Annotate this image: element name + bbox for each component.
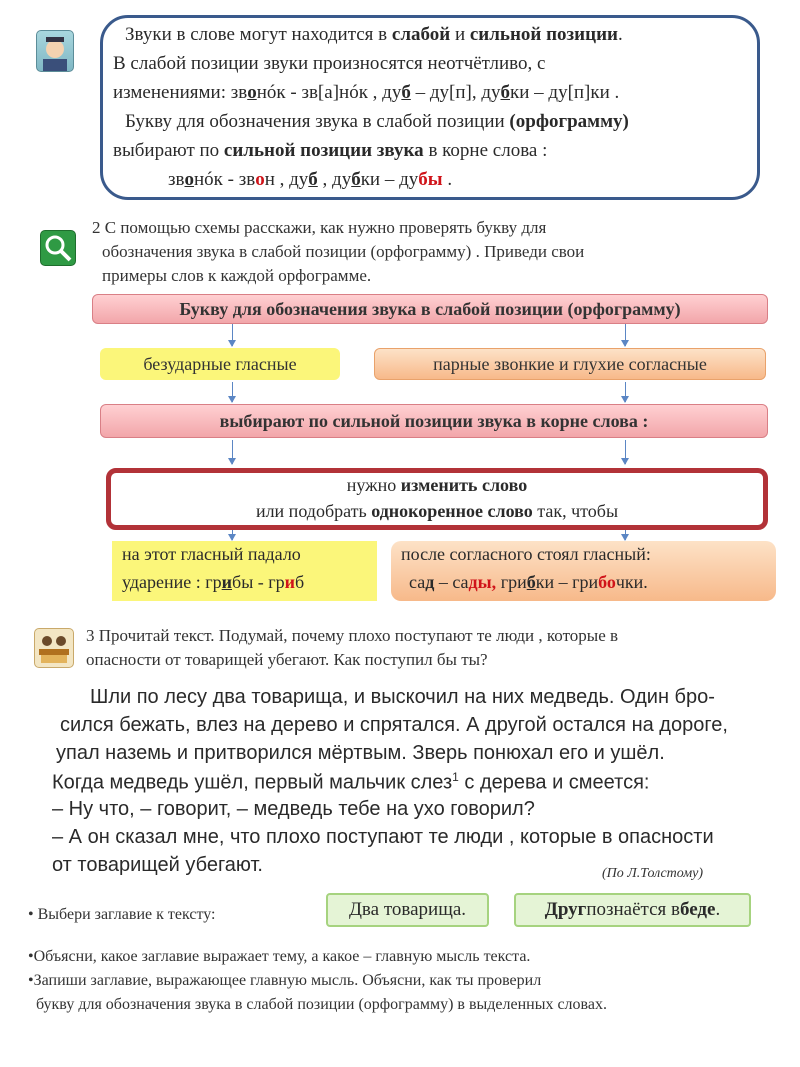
- consonant-check-line-2: сад – сады, грибки – грибочки.: [409, 572, 648, 592]
- bullet-explain-title: •Объясни, какое заглавие выражает тему, а какое – главную мысль текста.: [28, 948, 531, 965]
- task3-line-2: опасности от товарищей убегают. Как поступил бы ты?: [86, 650, 488, 669]
- arrow: [232, 382, 233, 402]
- story-line-3: упал наземь и притворился мёртвым. Зверь понюхал его и ушёл.: [56, 742, 665, 764]
- rule-line-2: В слабой позиции звуки произносятся неотчётливо, с: [113, 53, 546, 74]
- rule-box: [100, 15, 760, 200]
- title-option-two-friends[interactable]: Два товарища.: [326, 893, 489, 927]
- task2-line-1: 2 С помощью схемы расскажи, как нужно проверять букву для: [92, 218, 547, 237]
- story-line-5: – Ну что, – говорит, – медведь тебе на ухо говорил?: [52, 798, 535, 820]
- paired-consonants-label: парные звонкие и глухие согласные: [374, 348, 766, 380]
- arrow: [232, 530, 233, 540]
- rule-line-6: звонóк - звон , дуб , дубки – дубы .: [168, 169, 453, 190]
- change-word-box: [106, 468, 768, 530]
- teacher-icon: [36, 30, 74, 72]
- story-line-1: Шли по лесу два товарища, и выскочил на них медведь. Один бро-: [90, 686, 715, 708]
- arrow: [625, 530, 626, 540]
- choose-title-prompt: • Выбери заглавие к тексту:: [28, 906, 216, 923]
- story-line-6: – А он сказал мне, что плохо поступают те люди , которые в опасности: [52, 826, 714, 848]
- rule-line-5: выбирают по сильной позиции звука в корне слова :: [113, 140, 548, 161]
- story-line-4: Когда медведь ушёл, первый мальчик слез$^1$ с дерева и смеется:: [52, 770, 650, 794]
- arrow: [232, 324, 233, 346]
- arrow: [625, 324, 626, 346]
- title-option-friend-in-need[interactable]: Друг познаётся в беде .: [514, 893, 751, 927]
- magnifier-icon: [40, 230, 76, 266]
- rule-line-4: Букву для обозначения звука в слабой позиции (орфограмму): [125, 111, 629, 132]
- vowel-check-line-1: на этот гласный падало: [122, 544, 301, 564]
- pupils-icon: [34, 628, 74, 668]
- task2-line-3: примеры слов к каждой орфограмме.: [102, 266, 372, 285]
- vowel-check-line-2: ударение : грибы - гриб: [122, 572, 305, 592]
- consonant-check-box: [391, 541, 776, 601]
- unstressed-vowels-label: безударные гласные: [100, 348, 340, 380]
- task3-line-1: 3 Прочитай текст. Подумай, почему плохо поступают те люди , которые в: [86, 626, 619, 645]
- arrow: [232, 440, 233, 464]
- story-line-7: от товарищей убегают.: [52, 854, 263, 876]
- rule-line-3: изменениями: звонóк - зв[а]нóк , дуб – ду[п], дубки – ду[п]ки .: [113, 82, 620, 103]
- consonant-check-line-1: после согласного стоял гласный:: [401, 544, 651, 564]
- bullet-write-title-cont: букву для обозначения звука в слабой позиции (орфограмму) в выделенных словах.: [36, 996, 607, 1013]
- vowel-check-box: [112, 541, 377, 601]
- task2-line-2: обозначения звука в слабой позиции (орфограмму) . Приведи свои: [102, 242, 585, 261]
- scheme-top-bar: Букву для обозначения звука в слабой позиции (орфограмму): [92, 294, 768, 324]
- bullet-write-title: •Запиши заглавие, выражающее главную мысль. Объясни, как ты проверил: [28, 972, 542, 989]
- change-line-1: нужно изменить слово: [346, 475, 528, 495]
- story-source: (По Л.Толстому): [602, 866, 704, 881]
- arrow: [625, 382, 626, 402]
- rule-line-1: Звуки в слове могут находится в слабой и сильной позиции.: [125, 24, 623, 45]
- story-line-2: сился бежать, влез на дерево и спрятался. А другой остался на дороге,: [60, 714, 728, 736]
- change-line-2: или подобрать однокоренное слово так, чтобы: [255, 501, 619, 521]
- arrow: [625, 440, 626, 464]
- scheme-middle-bar: выбирают по сильной позиции звука в корне слова :: [100, 404, 768, 438]
